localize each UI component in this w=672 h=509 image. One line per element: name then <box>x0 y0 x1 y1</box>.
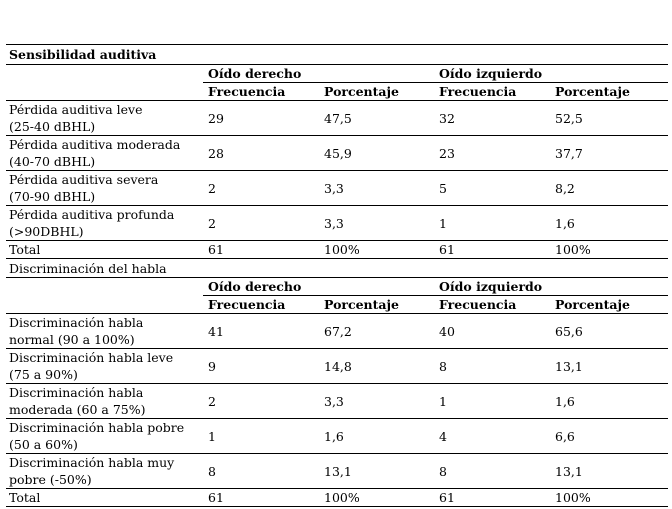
table-cell: 100% <box>319 489 434 507</box>
table-cell: 61 <box>203 489 319 507</box>
table-cell: 100% <box>550 489 668 507</box>
table-cell: 28 <box>203 136 319 171</box>
table-cell: 61 <box>203 241 319 259</box>
table-cell: 6,6 <box>550 419 668 454</box>
table-cell: 13,1 <box>550 349 668 384</box>
table-title: Sensibilidad auditiva <box>6 45 668 65</box>
hearing-statistics-table <box>6 44 668 507</box>
table-cell: 13,1 <box>319 454 434 489</box>
column-header-frequency-right: Frecuencia <box>203 83 319 101</box>
table-cell: 8,2 <box>550 171 668 206</box>
column-header-frequency-right: Frecuencia <box>203 296 319 314</box>
ear-header-row <box>6 278 668 296</box>
table-row <box>6 136 668 171</box>
table-cell: 1,6 <box>550 206 668 241</box>
table-cell: 40 <box>434 314 550 349</box>
table-cell: 1 <box>434 384 550 419</box>
total-row <box>6 241 668 259</box>
table-cell: 3,3 <box>319 384 434 419</box>
right-ear-header: Oído derecho <box>203 65 434 83</box>
table-cell: 2 <box>203 384 319 419</box>
table-cell: 29 <box>203 101 319 136</box>
row-label: Pérdida auditiva leve (25-40 dBHL) <box>6 101 203 136</box>
table-cell: 100% <box>550 241 668 259</box>
row-label: Discriminación habla normal (90 a 100%) <box>6 314 203 349</box>
table-cell: 47,5 <box>319 101 434 136</box>
column-header-percent-right: Porcentaje <box>319 296 434 314</box>
table-cell: 9 <box>203 349 319 384</box>
table-cell: 2 <box>203 171 319 206</box>
table-cell: 5 <box>434 171 550 206</box>
row-label: Pérdida auditiva severa (70-90 dBHL) <box>6 171 203 206</box>
table-cell: 3,3 <box>319 206 434 241</box>
table-cell: 61 <box>434 489 550 507</box>
column-header-percent-left: Porcentaje <box>550 296 668 314</box>
table-cell: 13,1 <box>550 454 668 489</box>
table-cell: 1 <box>203 419 319 454</box>
table-row <box>6 349 668 384</box>
row-label: Discriminación habla muy pobre (-50%) <box>6 454 203 489</box>
table-cell: 1,6 <box>319 419 434 454</box>
table-cell: 8 <box>434 349 550 384</box>
row-label: Pérdida auditiva profunda (>90DBHL) <box>6 206 203 241</box>
table-cell: 65,6 <box>550 314 668 349</box>
table-cell: 1 <box>434 206 550 241</box>
table-row <box>6 206 668 241</box>
column-header-row <box>6 83 668 101</box>
table-cell: 100% <box>319 241 434 259</box>
left-ear-header: Oído izquierdo <box>434 65 668 83</box>
ear-header-row <box>6 65 668 83</box>
table-cell: 52,5 <box>550 101 668 136</box>
left-ear-header: Oído izquierdo <box>434 278 668 296</box>
table-row <box>6 454 668 489</box>
table-cell: 2 <box>203 206 319 241</box>
table-cell: 8 <box>434 454 550 489</box>
table-cell: 32 <box>434 101 550 136</box>
table-cell: 45,9 <box>319 136 434 171</box>
right-ear-header: Oído derecho <box>203 278 434 296</box>
row-label: Pérdida auditiva moderada (40-70 dBHL) <box>6 136 203 171</box>
table-row <box>6 419 668 454</box>
row-label: Discriminación habla pobre (50 a 60%) <box>6 419 203 454</box>
column-header-percent-left: Porcentaje <box>550 83 668 101</box>
table-cell: 4 <box>434 419 550 454</box>
table-row <box>6 101 668 136</box>
table-cell: 8 <box>203 454 319 489</box>
column-header-frequency-left: Frecuencia <box>434 296 550 314</box>
table-cell: 41 <box>203 314 319 349</box>
section-title: Discriminación del habla <box>9 260 167 276</box>
table-cell: 37,7 <box>550 136 668 171</box>
table-cell: 3,3 <box>319 171 434 206</box>
table-cell: 23 <box>434 136 550 171</box>
total-label: Total <box>6 241 203 259</box>
table-row <box>6 384 668 419</box>
table-row <box>6 171 668 206</box>
column-header-percent-right: Porcentaje <box>319 83 434 101</box>
table-cell: 14,8 <box>319 349 434 384</box>
table-title-row <box>6 45 668 65</box>
column-header-row <box>6 296 668 314</box>
table-cell: 61 <box>434 241 550 259</box>
total-label: Total <box>6 489 203 507</box>
row-label: Discriminación habla leve (75 a 90%) <box>6 349 203 384</box>
total-row <box>6 489 668 507</box>
table-cell: 67,2 <box>319 314 434 349</box>
section-title-row <box>6 259 668 278</box>
table-row <box>6 314 668 349</box>
table-cell: 1,6 <box>550 384 668 419</box>
row-label: Discriminación habla moderada (60 a 75%) <box>6 384 203 419</box>
column-header-frequency-left: Frecuencia <box>434 83 550 101</box>
